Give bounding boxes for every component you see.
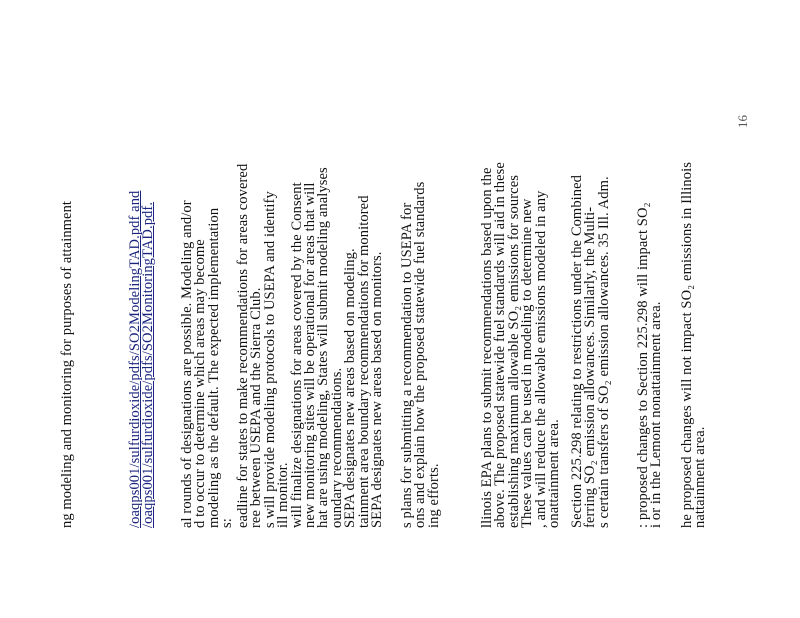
text-line: hat are using modeling, States will submit modeling analyses [315, 167, 332, 528]
text-line[interactable]: /oaqps001/sulfurdioxide/pdfs/SO2MonitoringTAD.pdf. [140, 201, 157, 528]
text-line: nattainment area. [692, 426, 709, 528]
text-line: oundary recommendations. [328, 367, 345, 528]
text-line: SEPA designates new areas based on modeling. [342, 248, 359, 528]
text-line: will finalize designations for areas covered by the Consent [288, 182, 305, 528]
text-line: These values can be used in modeling to determine new [519, 198, 536, 528]
text-line: he proposed changes will not impact SO₂ emissions in Illinois [679, 162, 695, 528]
text-line: d to occur to determine which areas may become [192, 239, 209, 528]
text-line: eadline for states to make recommendations for areas covered [235, 163, 251, 528]
text-line: , and will reduce the allowable emissions modeled in any [532, 190, 549, 528]
text-line[interactable]: /oaqps001/sulfurdioxide/pdfs/SO2ModelingTAD.pdf and [127, 190, 143, 528]
text-line: i or in the Lemont nonattainment area. [648, 301, 665, 528]
text-line: s: [219, 518, 236, 528]
text-line: ing efforts. [425, 463, 442, 528]
text-line: modeling as the default. The expected implementation [205, 207, 222, 528]
text-line: ng modeling and monitoring for purposes of attainment [59, 200, 75, 528]
text-line: ree between USEPA and the Sierra Club. [248, 287, 265, 528]
text-line: al rounds of designations are possible. Modeling and/or [179, 200, 195, 528]
text-line: s certain transfers of SO₂ emission allowances. 35 Ill. Adm. [595, 176, 612, 528]
text-line: s will provide modeling protocols to USEPA and identify [261, 191, 278, 528]
text-line: SEPA designates new areas based on monitors. [369, 251, 385, 528]
text-line: ferring SO₂ emission allowances. Similarly, the Multi- [582, 206, 599, 528]
page-number: 16 [735, 115, 750, 128]
text-line: establishing maximum allowable SO₂ emissions for sources [505, 175, 522, 528]
text-line: tainment area boundary recommendations for monitored [355, 195, 372, 528]
text-line: onattainment area. [546, 419, 562, 528]
text-line: ill monitor. [275, 462, 292, 528]
text-line: ons and explain how the proposed statewide fuel standards [412, 181, 429, 528]
text-line: llinois EPA plans to submit recommendations based upon the [479, 167, 495, 528]
text-line: : proposed changes to Section 225.298 will impact SO₂ [635, 202, 651, 528]
text-line: Section 225.298 relating to restrictions under the Combined [569, 174, 585, 528]
text-line: above. The proposed statewide fuel standards will aid in these [492, 162, 509, 528]
text-line: new monitoring sites will be operational for areas that will [302, 182, 318, 528]
text-line: s plans for submitting a recommendation to USEPA for [399, 202, 415, 528]
